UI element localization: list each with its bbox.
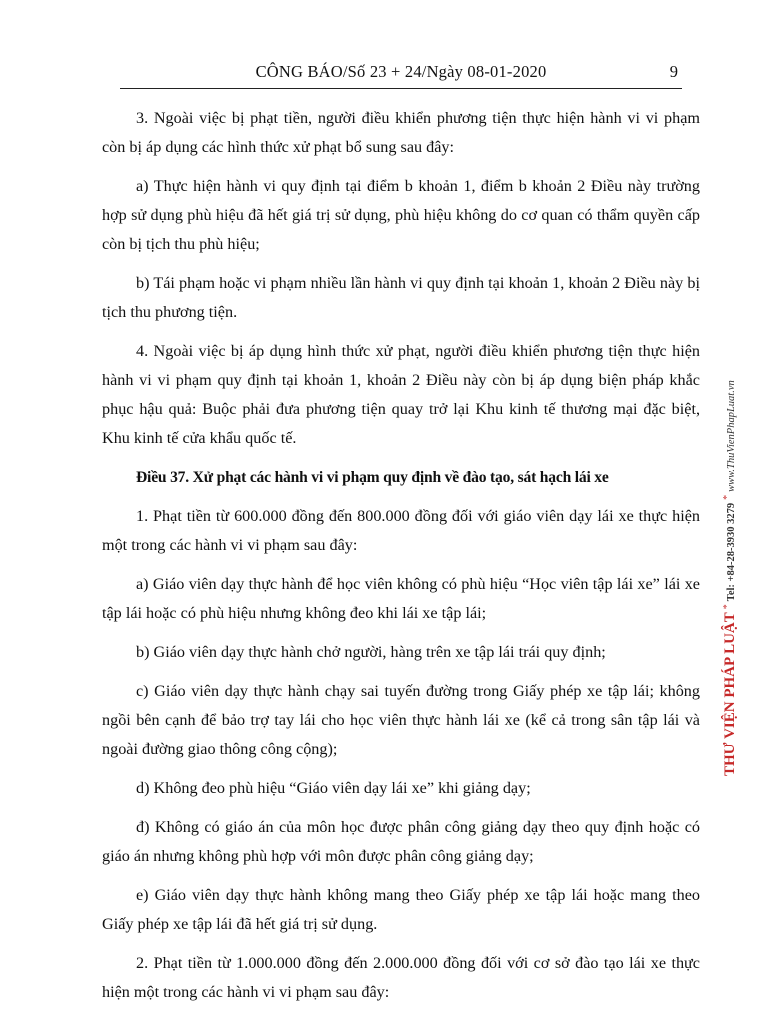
paragraph-1-instructor-fines: 1. Phạt tiền từ 600.000 đồng đến 800.000 đồng đối với giáo viên dạy lái xe thực hiện một trong các hành vi vi phạm sau đây:	[102, 507, 700, 554]
paragraph-1dd: đ) Không có giáo án của môn học được phân công giảng dạy theo quy định hoặc có giáo án nhưng không phù hợp với môn được phân công giảng dạy;	[102, 818, 700, 865]
article-37-heading: Điều 37. Xử phạt các hành vi vi phạm quy định về đào tạo, sát hạch lái xe	[136, 469, 609, 486]
paragraph-3-supplementary-penalties: 3. Ngoài việc bị phạt tiền, người điều khiển phương tiện thực hiện hành vi vi phạm còn bị áp dụng các hình thức xử phạt bổ sung sau đây:	[102, 109, 700, 156]
paragraph-4-remedial-measures: 4. Ngoài việc bị áp dụng hình thức xử phạt, người điều khiển phương tiện thực hiện hành vi vi phạm quy định tại khoản 1, khoản 2 Điều này còn bị áp dụng biện pháp khắc phục hậu quả: Buộc phải đưa phương tiện quay trở lại Khu kinh tế thương mại đặc biệt, Khu kinh tế cửa khẩu quốc tế.	[102, 342, 700, 447]
watermark-brand: THƯ VIỆN PHÁP LUẬT	[722, 612, 738, 776]
paragraph-1a: a) Giáo viên dạy thực hành để học viên không có phù hiệu “Học viên tập lái xe” lái xe tập lái hoặc có phù hiệu nhưng không đeo khi lái xe tập lái;	[102, 575, 700, 622]
watermark-star-icon: *	[722, 604, 733, 610]
paragraph-2-school-fines: 2. Phạt tiền từ 1.000.000 đồng đến 2.000.000 đồng đối với cơ sở đào tạo lái xe thực hiện một trong các hành vi vi phạm sau đây:	[102, 954, 700, 1001]
paragraph-1d: d) Không đeo phù hiệu “Giáo viên dạy lái xe” khi giảng dạy;	[136, 779, 531, 797]
page-number: 9	[669, 62, 678, 81]
paragraph-1b: b) Giáo viên dạy thực hành chở người, hàng trên xe tập lái trái quy định;	[136, 643, 606, 661]
watermark-website: www.ThuVienPhapLuat.vn	[726, 380, 737, 492]
paragraph-3a: a) Thực hiện hành vi quy định tại điểm b khoản 1, điểm b khoản 2 Điều này trường hợp sử dụng phù hiệu đã hết giá trị sử dụng, phù hiệu không do cơ quan có thẩm quyền cấp còn bị tịch thu phù hiệu;	[102, 177, 700, 253]
paragraph-1c: c) Giáo viên dạy thực hành chạy sai tuyến đường trong Giấy phép xe tập lái; không ngồi bên cạnh để bảo trợ tay lái cho học viên thực hành lái xe (kể cả trong sân tập lái và ngoài đường giao thông công cộng);	[102, 682, 700, 758]
header-title: CÔNG BÁO/Số 23 + 24/Ngày 08-01-2020	[255, 62, 547, 81]
watermark-contact: Tel: +84-28-3930 3279	[726, 502, 737, 602]
side-watermark	[722, 380, 739, 776]
paragraph-3b: b) Tái phạm hoặc vi phạm nhiều lần hành vi quy định tại khoản 1, khoản 2 Điều này bị tịch thu phương tiện.	[102, 274, 700, 321]
document-body	[102, 104, 700, 1017]
page-header	[120, 58, 682, 89]
paragraph-1e: e) Giáo viên dạy thực hành không mang theo Giấy phép xe tập lái hoặc mang theo Giấy phép xe tập lái đã hết giá trị sử dụng.	[102, 886, 700, 933]
watermark-star-icon: *	[722, 494, 733, 500]
